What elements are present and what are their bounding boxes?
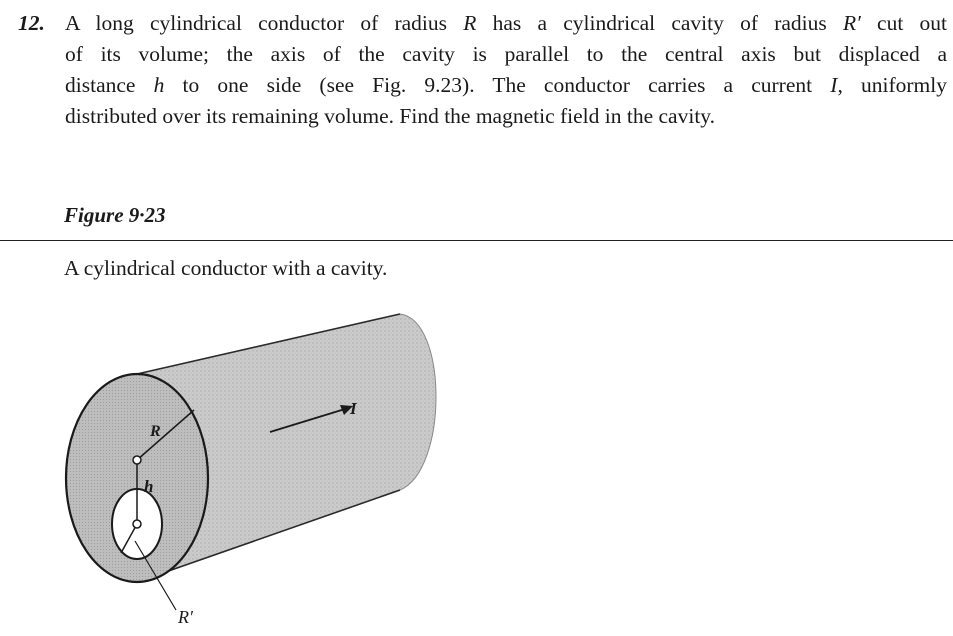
label-R: R	[150, 423, 161, 440]
problem-line-4	[65, 101, 947, 132]
main-axis-point	[133, 456, 141, 464]
problem-line-3	[65, 70, 947, 101]
var-R: R	[463, 11, 477, 35]
text-run: A long cylindrical conductor of radius	[65, 11, 464, 35]
text-run: of its volume; the axis of the cavity is parallel to the central axis but displaced a	[65, 42, 947, 66]
text-run: to one side (see Fig. 9.23). The conductor carries a current	[164, 73, 831, 97]
cavity-axis-point	[133, 520, 141, 528]
text-run: has a cylindrical cavity of radius	[476, 11, 843, 35]
label-h: h	[144, 477, 154, 496]
var-h: h	[153, 73, 165, 97]
problem-line-1	[65, 8, 947, 39]
problem-number: 12.	[18, 11, 45, 35]
problem-line-2	[65, 39, 947, 70]
text-run: , uniformly	[837, 73, 947, 97]
problem-text	[65, 8, 947, 132]
figure-caption: A cylindrical conductor with a cavity.	[64, 256, 388, 280]
var-I: I	[830, 73, 838, 97]
divider-rule	[0, 240, 953, 241]
text-run: cut out	[860, 11, 947, 35]
text-run: distributed over its remaining volume. Find the magnetic field in the cavity.	[65, 104, 716, 128]
label-I: I	[350, 399, 357, 418]
figure-label: Figure 9·23	[64, 203, 166, 227]
text-run: distance	[65, 73, 154, 97]
label-R-prime: R′	[178, 607, 193, 627]
var-R-prime: R′	[842, 11, 861, 35]
cylinder-figure	[0, 290, 520, 636]
